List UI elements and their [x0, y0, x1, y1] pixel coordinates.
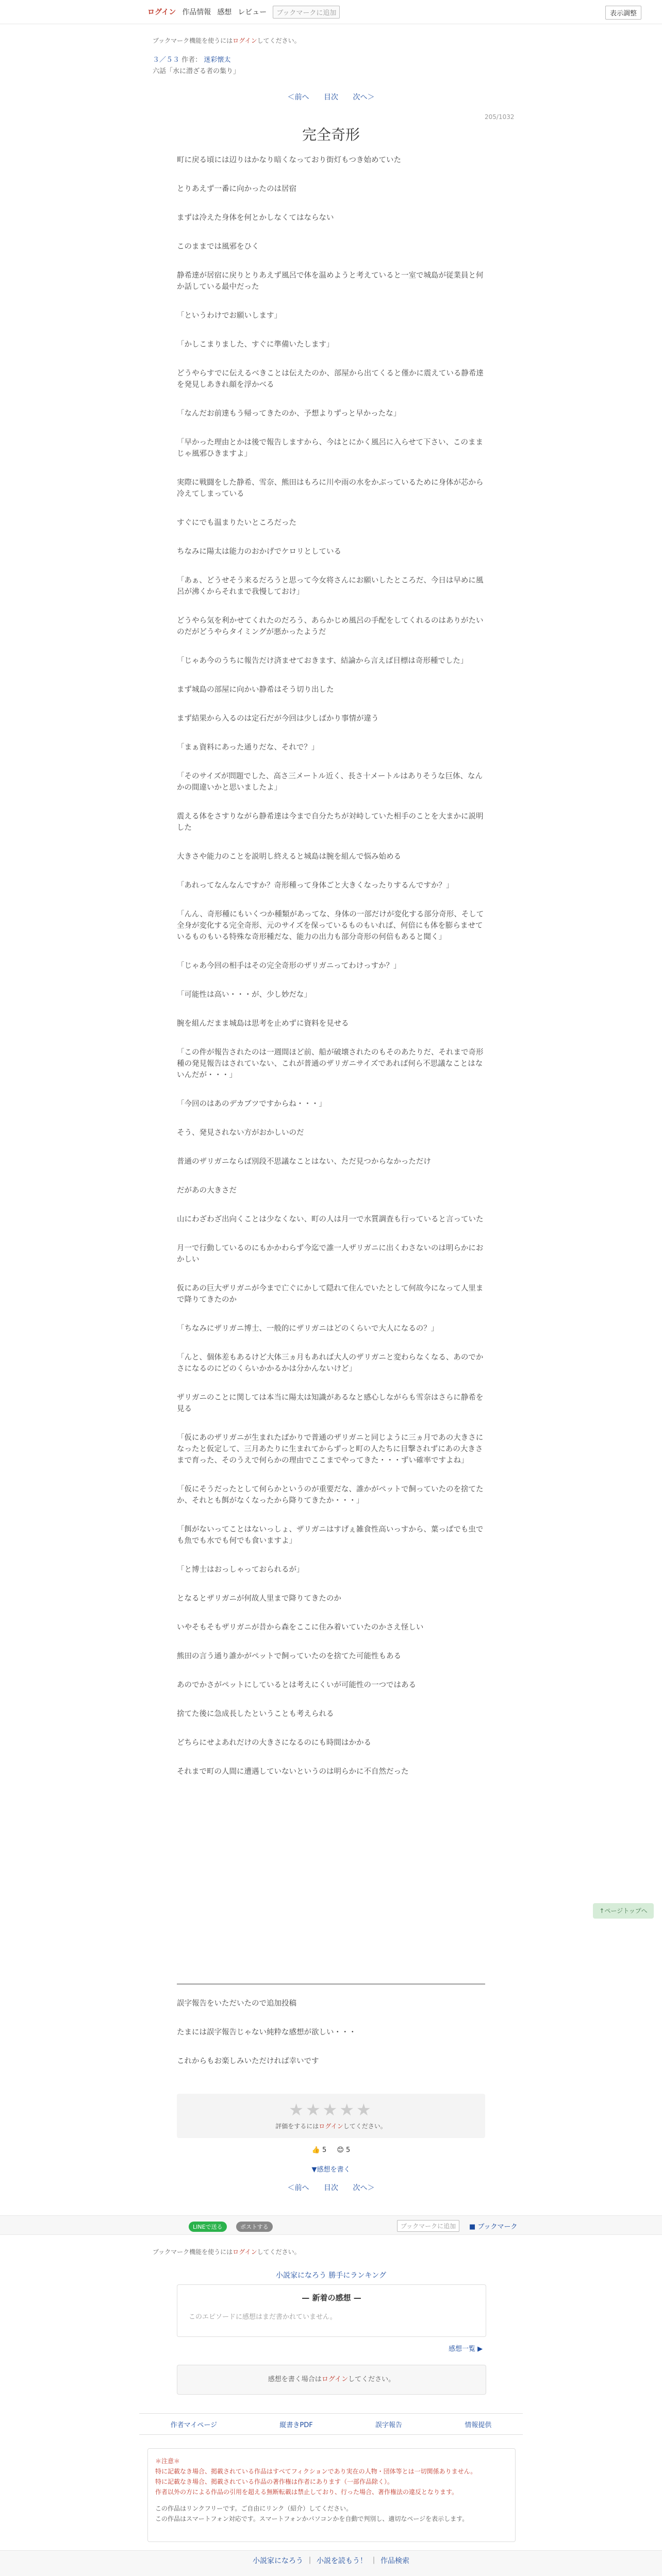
body-paragraph: 月一で行動しているのにもかかわらず今迄で誰一人ザリガニに出くわさないのは明らかにおかしい — [177, 1244, 484, 1264]
info-report-link[interactable]: 情報提供 — [465, 2421, 492, 2429]
recent-impressions-box — [177, 2284, 486, 2337]
body-paragraph: 「今回のはあのデカブツですからね・・・」 — [177, 1100, 326, 1108]
pager-top — [0, 92, 662, 102]
caution-box — [147, 2448, 516, 2542]
body-paragraph: そう、発見されない方がおかしいのだ — [177, 1129, 304, 1137]
footer-separator: ｜ — [306, 2557, 313, 2565]
body-paragraph: だがあの大きさだ — [177, 1187, 237, 1195]
thumbs-up-reaction[interactable]: 👍 5 — [311, 2146, 327, 2154]
body-paragraph: 「んと、個体差もあるけど大体三ヵ月もあれば大人のザリガニと変わらなくなる、あのでかさになるのにどのくらいかかるかは分かんないけど」 — [177, 1353, 484, 1373]
pager-bottom — [0, 2182, 662, 2193]
body-paragraph: それまで町の人間に遭遇していないというのは明らかに不自然だった — [177, 1768, 409, 1776]
rating-box — [177, 2094, 485, 2138]
site-header — [0, 0, 662, 24]
notice-text-after: してください。 — [257, 37, 301, 44]
body-paragraph: どうやらすでに伝えるべきことは伝えたのか、部屋から出てくると僅かに震えている静希達を発見しあきれ顔を浮かべる — [177, 369, 484, 389]
impression-login-after: してください。 — [348, 2376, 395, 2383]
body-paragraph: 「あれってなんなんですか？奇形種って身体ごと大きくなったりするんですか？」 — [177, 882, 454, 890]
afterword-paragraph: これからもお楽しみいただければ幸いです — [177, 2057, 319, 2065]
body-paragraph: 静希達が居宿に戻りとりあえず風呂で体を温めようと考えていると一室で城島が従業員と何か話している最中だった — [177, 272, 484, 291]
caution-line: 特に記載なき場合、掲載されている作品はすべてフィクションであり実在の人物・団体等とは一切関係ありません。 — [155, 2468, 477, 2475]
bookmark-login-notice — [153, 36, 301, 45]
body-paragraph: 仮にあの巨大ザリガニが今まで亡ぐにかして隠れて住んでいたとして何故今になって人里まで降りてきたのか — [177, 1284, 484, 1304]
next-episode-link[interactable]: 次へ＞ — [353, 93, 375, 101]
nav-novel-info[interactable]: 作品情報 — [182, 8, 211, 16]
episode-title: 完全奇形 — [302, 126, 360, 143]
notice-bottom-text: ブックマーク機能を使うには — [153, 2248, 233, 2256]
footer-separator: ｜ — [370, 2557, 377, 2565]
rating-note-text: 評価をするには — [275, 2123, 319, 2130]
body-paragraph: 「かしこまりました、すぐに準備いたします」 — [177, 341, 334, 349]
body-paragraph: どちらにせよあれだけの大きさになるのにも時間はかかる — [177, 1739, 371, 1747]
body-paragraph: となるとザリガニが何故人里まで降りてきたのか — [177, 1595, 341, 1603]
caution-info-line: この作品はスマートフォン対応です。スマートフォンかパソコンかを自動で判別し、適切なページを表示します。 — [155, 2515, 469, 2522]
body-paragraph: 「というわけでお願いします」 — [177, 312, 282, 320]
typo-report-link[interactable]: 誤字報告 — [375, 2421, 403, 2429]
body-paragraph: 「仮にそうだったとして何らかというのが重要だな、誰かがペットで飼っていたのを捨てたか、それとも餌がなくなったから降りてきたか・・・」 — [177, 1485, 484, 1505]
bookmark-link[interactable] — [469, 2221, 518, 2231]
bookmark-add-button[interactable]: ブックマークに追加 — [273, 6, 340, 19]
body-paragraph: 「じゃあ今回の相手はその完全奇形のザリガニってわけっすか？」 — [177, 962, 401, 970]
rating-login-note — [177, 2122, 485, 2130]
body-paragraph: 実際に戦闘をした静希、雪奈、熊田はもろに川や雨の水をかぶっているために身体が芯から冷えてしまっている — [177, 479, 484, 498]
body-paragraph: 町に戻る頃には辺りはかなり暗くなっており街灯もつき始めていた — [177, 156, 401, 164]
body-paragraph: まず城島の部屋に向かい静希はそう切り出した — [177, 686, 334, 694]
body-paragraph: 山にわざわざ出向くことは少なくない、町の人は月一で水質調査も行っていると言っていた — [177, 1215, 484, 1224]
body-paragraph: 「ちなみにザリガニ博士、一般的にザリガニはどのくらいで大人になるの？」 — [177, 1325, 439, 1333]
body-paragraph: 「そのサイズが問題でした、高さ三メートル近く、長さ十メートルはありそうな巨体、なんかの間違いかと思いましたよ」 — [177, 772, 483, 792]
login-link[interactable]: ログイン — [147, 8, 176, 16]
toc-link-bottom[interactable]: 目次 — [324, 2184, 338, 2192]
header-nav — [147, 6, 340, 18]
body-paragraph: まずは冷えた身体を何とかしなくてはならない — [177, 214, 334, 222]
body-paragraph: とりあえず一番に向かったのは居宿 — [177, 185, 296, 193]
body-paragraph: どうやら気を利かせてくれたのだろう、あらかじめ風呂の手配をしてくれるのはありがたいのだがどうやらタイミングが悪かったようだ — [177, 617, 484, 636]
body-paragraph: 普通のザリガニならば別段不思議なことはない、ただ見つからなかっただけ — [177, 1158, 431, 1166]
prev-episode-link[interactable]: ＜前へ — [287, 93, 309, 101]
body-paragraph: 「なんだお前達もう帰ってきたのか、予想よりずっと早かったな」 — [177, 410, 401, 418]
body-paragraph: 「んん、奇形種にもいくつか種類があってな、身体の一部だけが変化する部分奇形、そして全身が変化する完全奇形、元のサイズを保っているものもいれば、何倍にも体を膨らませているものもいる特殊な奇形種だな、能力の出力も部分奇形の何倍もあると聞く」 — [177, 910, 484, 941]
afterword-paragraph: たまには誤字報告じゃない純粋な感想が欲しい・・・ — [177, 2028, 356, 2037]
body-paragraph: 「じゃあ今のうちに報告だけ済ませておきます、結論から言えば目標は奇形種でした」 — [177, 657, 468, 665]
x-share-button[interactable]: ポストする — [236, 2222, 273, 2232]
body-paragraph: 熊田の言う通り誰かがペットで飼っていたのを捨てた可能性もある — [177, 1652, 401, 1660]
caution-info-line: この作品はリンクフリーです。ご自由にリンク（紹介）してください。 — [155, 2505, 353, 2512]
notice-text: ブックマーク機能を使うには — [153, 37, 233, 44]
body-paragraph: 「餌がないってことはないっしょ、ザリガニはすげぇ雑食性高いっすから、葉っぱでも虫でも魚でも水でも何でも食いますよ」 — [177, 1526, 484, 1545]
series-info — [153, 55, 240, 77]
body-paragraph: まず結果から入るのは定石だが今回は少しばかり事情が違う — [177, 715, 379, 723]
bookmark-icon: ■ — [469, 2223, 476, 2231]
footer-links — [139, 2413, 523, 2435]
body-paragraph: 「可能性は高い・・・が、少し妙だな」 — [177, 991, 311, 999]
next-episode-link-bottom[interactable]: 次へ＞ — [353, 2184, 375, 2192]
body-paragraph: 「早かった理由とかは後で報告しますから、今はとにかく風呂に入らせて下さい、このままじゃ風邪ひきますよ」 — [177, 438, 484, 458]
body-paragraph: 震える体をさすりながら静希達は今まで自分たちが対峙していた相手のことを大まかに説明した — [177, 812, 484, 832]
impression-login-box — [177, 2365, 486, 2395]
write-impression-link[interactable]: ▼感想を書く — [311, 2166, 351, 2174]
chapter-number: ３／５３ — [153, 56, 180, 64]
novel-body — [177, 155, 485, 1795]
afterword-paragraph: 誤字報告をいただいたので追加投稿 — [177, 1999, 296, 2008]
impression-login-text: 感想を書く場合は — [268, 2376, 322, 2383]
nav-impressions[interactable]: 感想 — [217, 8, 232, 16]
rating-login-link[interactable]: ログイン — [319, 2123, 343, 2130]
author-label: 作者： — [181, 56, 202, 64]
body-paragraph: 「あぁ、どうせそう来るだろうと思って今女将さんにお願いしたところだ、今日は早めに風呂が沸くからそれまで我慢しておけ」 — [177, 577, 484, 596]
impression-login-link[interactable]: ログイン — [321, 2376, 349, 2383]
footer-search-link[interactable]: 作品検索 — [380, 2557, 409, 2565]
body-paragraph: ザリガニのことに関しては本当に陽太は知識があるなと感心しながらも雪奈はさらに静希を見る — [177, 1394, 484, 1413]
body-paragraph: ちなみに陽太は能力のおかげでケロリとしている — [177, 548, 341, 556]
notice-bottom-after: してください。 — [257, 2248, 301, 2256]
no-impressions-text: このエピソードに感想はまだ書かれていません。 — [189, 2313, 337, 2321]
afterword-divider — [177, 1984, 485, 1985]
prev-episode-link-bottom[interactable]: ＜前へ — [287, 2184, 309, 2192]
caution-title: ＊注意＊ — [155, 2458, 180, 2465]
body-paragraph: すぐにでも温まりたいところだった — [177, 519, 296, 527]
caution-line: 特に記載なき場合、掲載されている作品の著作権は作者にあります（一部作品除く）。 — [155, 2478, 394, 2485]
body-paragraph: 「仮にあのザリガニが生まれたばかりで普通のザリガニと同じように三ヵ月であの大きさになったと仮定して、三月あたりに生まれてからずっと町の人たちに目撃されずにあの大きさまで育った、そのうえで何らかの理由でここまでやってきた・・・ずい確率ですよね」 — [177, 1434, 484, 1465]
body-paragraph: このままでは風邪をひく — [177, 243, 259, 251]
line-share-button[interactable]: LINEで送る — [189, 2222, 227, 2232]
recent-impressions-heading: — 新着の感想 — — [302, 2293, 361, 2302]
display-settings-button[interactable]: 表示調整 — [605, 6, 641, 20]
body-paragraph: 腕を組んだまま城島は思考を止めずに資料を見せる — [177, 1020, 349, 1028]
reaction-buttons — [0, 2146, 662, 2154]
afterword — [177, 1998, 485, 2084]
bookmark-login-notice-bottom — [153, 2247, 301, 2256]
site-footer — [0, 2550, 662, 2576]
caution-line: 作者以外の方による作品の引用を超える無断転載は禁止しており、行った場合、著作権法の違反となります。 — [155, 2488, 458, 2496]
body-paragraph: 「まぁ資料にあった通りだな、それで？」 — [177, 743, 319, 752]
page-top-button[interactable]: ↑ページトップへ — [593, 1903, 654, 1919]
body-paragraph: 大きさや能力のことを説明し終えると城島は腕を組んで悩み始める — [177, 853, 401, 861]
author-mypage-link[interactable]: 作者マイページ — [170, 2421, 218, 2429]
nav-reviews[interactable]: レビュー — [238, 8, 267, 16]
body-paragraph: 捨てた後に急成長したということも考えられる — [177, 1710, 334, 1718]
footer-yomou-link[interactable]: 小説を読もう！ — [317, 2557, 367, 2565]
bookmark-label: ブックマーク — [477, 2223, 518, 2231]
bookmark-add-button-bottom[interactable]: ブックマークに追加 — [397, 2220, 459, 2232]
body-paragraph: 「この件が報告されたのは一週間ほど前、船が破壊されたのもそのあたりだ、それまで奇形種の発見報告はされていない、これが普通のザリガニサイズであれば何ら不思議なことはないんだが・・・」 — [177, 1048, 484, 1079]
rating-stars[interactable]: ★★★★★ — [289, 2100, 373, 2120]
impression-list-link[interactable]: 感想一覧 ▶ — [449, 2345, 483, 2353]
body-paragraph: あのでかさがペットにしているとは考えにくいが可能性の一つではある — [177, 1681, 416, 1689]
arc-title: 六話「水に潜ざる者の集り」 — [153, 67, 240, 75]
footer-narou-link[interactable]: 小説家になろう — [253, 2557, 303, 2565]
toc-link[interactable]: 目次 — [324, 93, 338, 101]
body-paragraph: 「と博士はおっしゃっておられるが」 — [177, 1566, 304, 1574]
vertical-pdf-link[interactable]: 縦書きPDF — [279, 2421, 313, 2429]
body-paragraph: いやそもそもザリガニが昔から森をここに住み着いていたのかさえ怪しい — [177, 1623, 424, 1632]
episode-count: 205/1032 — [485, 113, 515, 121]
ranking-link[interactable]: 小説家になろう 勝手にランキング — [275, 2272, 387, 2280]
notice-bottom-login-link[interactable]: ログイン — [233, 2248, 257, 2256]
rating-note-after: してください。 — [343, 2123, 387, 2130]
author-link[interactable]: 迷彩懐太 — [204, 56, 231, 64]
smile-reaction[interactable]: 😊 5 — [337, 2146, 351, 2154]
share-bar — [0, 2215, 662, 2235]
notice-login-link[interactable]: ログイン — [233, 37, 257, 44]
